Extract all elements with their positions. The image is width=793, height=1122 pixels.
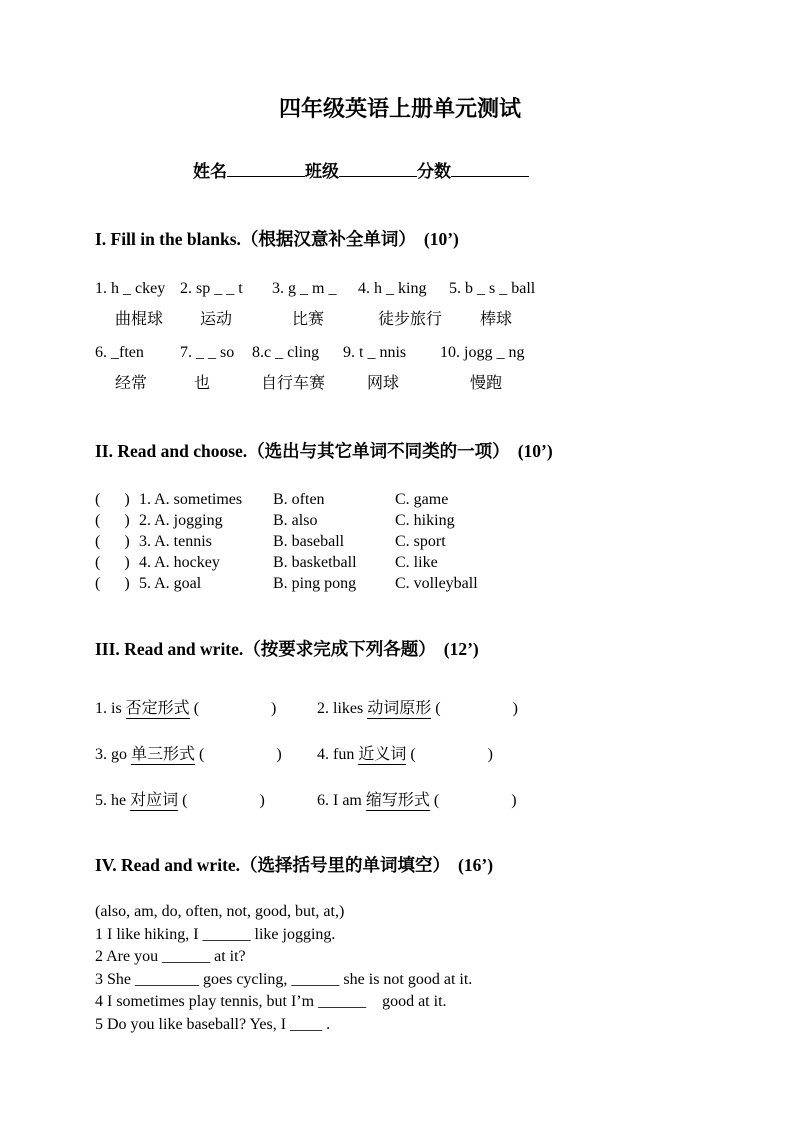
word-item: [180, 277, 272, 332]
word-blank: 6. _ften: [95, 344, 144, 361]
word-blank: 4. h _ king: [358, 280, 427, 297]
word-meaning: 自行车赛: [261, 375, 326, 392]
section-2-title: II. Read and choose.: [95, 441, 248, 461]
section-4-subtitle: （选择括号里的单词填空）: [240, 855, 451, 875]
answer-paren: ( ): [199, 746, 282, 763]
name-blank: [227, 159, 305, 177]
score-blank: [451, 159, 529, 177]
section-1-points: (10’): [423, 229, 459, 249]
page-title: 四年级英语上册单元测试: [278, 96, 521, 121]
word-meaning: 运动: [200, 311, 233, 328]
answer-paren: ( ): [410, 746, 493, 763]
name-label: 姓名: [193, 162, 227, 181]
option-b: B. basketball: [273, 554, 357, 571]
section-read-and-write-1: [95, 636, 705, 810]
word-blank: 10. jogg _ ng: [440, 344, 525, 361]
section-3-heading: [95, 636, 705, 661]
class-label: 班级: [305, 162, 339, 181]
section-3-subtitle: （按要求完成下列各题）: [243, 639, 436, 659]
word-item: [440, 341, 524, 396]
grammar-term: 对应词: [130, 792, 179, 809]
section-1-heading: [95, 226, 705, 251]
option-c: C. volleyball: [395, 575, 478, 592]
fill-line: 3 She ________ goes cycling, ______ she is not good at it.: [95, 970, 473, 988]
fill-line: 5 Do you like baseball? Yes, I ____ .: [95, 1015, 331, 1033]
word-bank: (also, am, do, often, not, good, but, at,): [95, 903, 345, 920]
word-meaning: 经常: [115, 375, 148, 392]
option-b: B. also: [273, 512, 318, 529]
section-3-points: (12’): [443, 639, 479, 659]
word-item: [343, 341, 440, 396]
option-b: B. baseball: [273, 533, 345, 550]
class-blank: [339, 159, 417, 177]
answer-paren: ( ): [435, 700, 518, 717]
transform-item: [95, 787, 317, 810]
word-blank: 8.c _ cling: [252, 344, 320, 361]
transform-item: [317, 787, 705, 810]
choice-row: [95, 552, 705, 573]
student-info-line: [193, 157, 705, 182]
option-a: 4. A. hockey: [139, 554, 220, 571]
word-meaning: 曲棍球: [115, 311, 164, 328]
answer-paren: ( ): [95, 533, 130, 550]
word-blank: 2. sp _ _ t: [180, 280, 243, 297]
section-4-points: (16’): [458, 855, 494, 875]
word-item: [252, 341, 343, 396]
item-stem: 1. is: [95, 700, 122, 717]
grammar-term: 单三形式: [131, 746, 196, 763]
word-blank: 1. h _ ckey: [95, 280, 166, 297]
option-c: C. sport: [395, 533, 446, 550]
option-b: B. ping pong: [273, 575, 357, 592]
fill-line: 4 I sometimes play tennis, but I’m ______ good at it.: [95, 993, 447, 1010]
answer-paren: ( ): [433, 792, 517, 809]
word-blank: 5. b _ s _ ball: [449, 280, 536, 297]
option-a: 3. A. tennis: [139, 533, 212, 550]
section-read-and-choose: [95, 438, 705, 594]
section-read-and-write-2: [95, 852, 705, 1036]
word-item: [95, 277, 180, 332]
word-meaning: 比赛: [292, 311, 325, 328]
item-stem: 2. likes: [317, 700, 364, 717]
grammar-term: 缩写形式: [365, 792, 430, 809]
transform-item: [95, 695, 317, 718]
option-c: C. hiking: [395, 512, 455, 529]
score-label: 分数: [417, 162, 451, 181]
section-2-subtitle: （选出与其它单词不同类的一项）: [247, 441, 510, 461]
section-2-points: (10’): [517, 441, 553, 461]
word-blank: 3. g _ m _: [272, 280, 337, 297]
grammar-term: 近义词: [358, 746, 407, 763]
option-a: 2. A. jogging: [139, 512, 223, 529]
word-item: [358, 277, 449, 332]
word-meaning: 慢跑: [470, 375, 503, 392]
option-c: C. like: [395, 554, 438, 571]
section-1-title: I. Fill in the blanks.: [95, 229, 241, 249]
word-meaning: 也: [194, 375, 211, 392]
answer-paren: ( ): [95, 512, 130, 529]
answer-paren: ( ): [182, 792, 265, 809]
transform-list: [95, 695, 705, 810]
item-stem: 4. fun: [317, 746, 355, 763]
section-fill-in-the-blanks: [95, 226, 705, 396]
word-meaning: 网球: [367, 375, 400, 392]
choice-row: [95, 510, 705, 531]
fill-line: 1 I like hiking, I ______ like jogging.: [95, 925, 336, 943]
word-row-1: [95, 277, 705, 332]
answer-paren: ( ): [95, 554, 130, 571]
word-meaning: 徒步旅行: [378, 311, 443, 328]
word-meaning: 棒球: [480, 311, 513, 328]
choice-row: [95, 573, 705, 594]
word-item: [95, 341, 180, 396]
option-b: B. often: [273, 491, 325, 508]
word-blank: 9. t _ nnis: [343, 344, 407, 361]
option-a: 1. A. sometimes: [139, 491, 243, 508]
answer-paren: ( ): [95, 575, 130, 592]
transform-item: [95, 741, 317, 764]
item-stem: 6. I am: [317, 792, 362, 809]
word-row-2: [95, 341, 705, 396]
word-blank: 7. _ _ so: [180, 344, 235, 361]
section-1-subtitle: （根据汉意补全单词）: [240, 229, 416, 249]
choice-row: [95, 531, 705, 552]
transform-item: [317, 741, 705, 764]
item-stem: 5. he: [95, 792, 127, 809]
section-4-title: IV. Read and write.: [95, 855, 241, 875]
word-item: [272, 277, 358, 332]
answer-paren: ( ): [193, 700, 277, 717]
option-a: 5. A. goal: [139, 575, 202, 592]
section-3-title: III. Read and write.: [95, 639, 244, 659]
grammar-term: 否定形式: [125, 700, 190, 717]
grammar-term: 动词原形: [367, 700, 432, 717]
section-2-heading: [95, 438, 705, 463]
choice-row: [95, 489, 705, 510]
item-stem: 3. go: [95, 746, 127, 763]
option-c: C. game: [395, 491, 449, 508]
word-item: [180, 341, 252, 396]
word-item: [449, 277, 535, 332]
fill-line: 2 Are you ______ at it?: [95, 948, 246, 965]
answer-paren: ( ): [95, 491, 130, 508]
transform-item: [317, 695, 705, 718]
section-4-heading: [95, 852, 705, 877]
